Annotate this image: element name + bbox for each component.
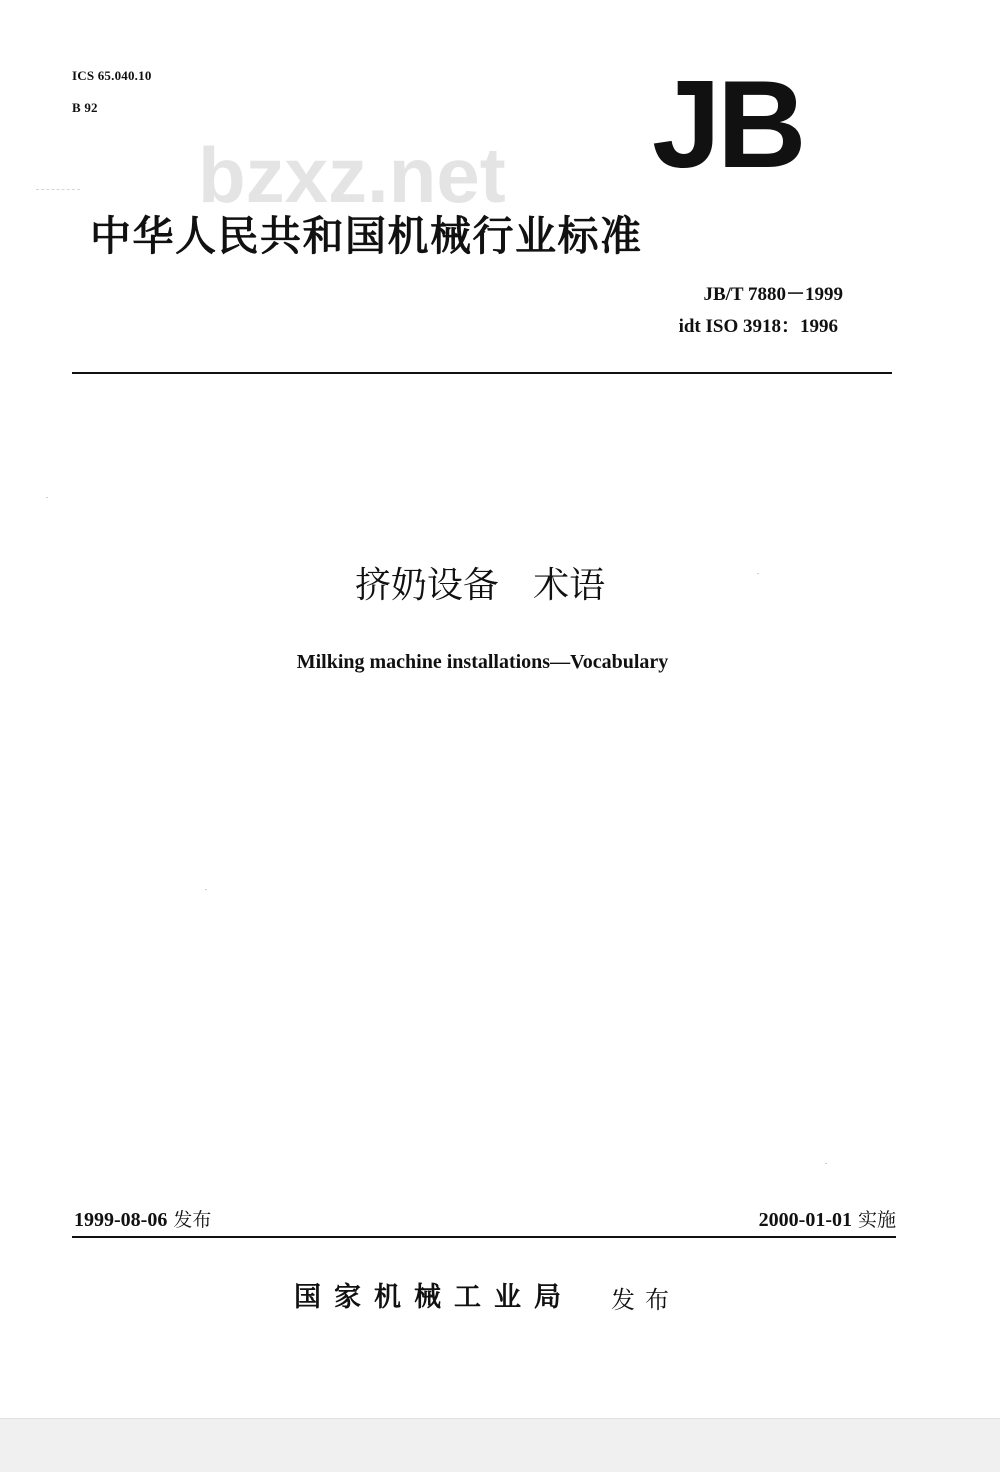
scan-speck [757,573,759,574]
bottom-divider [72,1236,896,1238]
standard-title: 中华人民共和国机械行业标准 [90,212,643,260]
effective-info [759,1206,896,1234]
scan-speck [46,497,48,498]
issue-info [74,1206,211,1234]
publisher-name: 国家机械工业局 [294,1282,574,1313]
document-title-en: Milking machine installations—Vocabulary [296,651,669,673]
standard-idt: idt ISO 3918：1996 [678,316,838,337]
scan-speck [205,889,207,890]
ccs-code: B 92 [72,100,98,115]
watermark: bzxz.net [198,131,506,219]
document-title-cn: 挤奶设备 术语 [354,565,606,606]
effective-date: 2000-01-01 [758,1209,852,1231]
publisher-action: 发布 [611,1286,679,1314]
viewer-bottom-strip [0,1418,1000,1472]
effective-label: 实施 [857,1209,896,1231]
standard-number: JB/T 7880－1999 [703,284,843,305]
ics-code: ICS 65.040.10 [72,68,152,83]
issue-date: 1999-08-06 [74,1209,168,1231]
top-divider [72,372,892,374]
scan-speck [825,1163,827,1164]
date-row [72,1206,896,1236]
issue-label: 发布 [173,1209,212,1231]
scan-mark [36,189,80,190]
jb-logo: JB [652,56,803,194]
